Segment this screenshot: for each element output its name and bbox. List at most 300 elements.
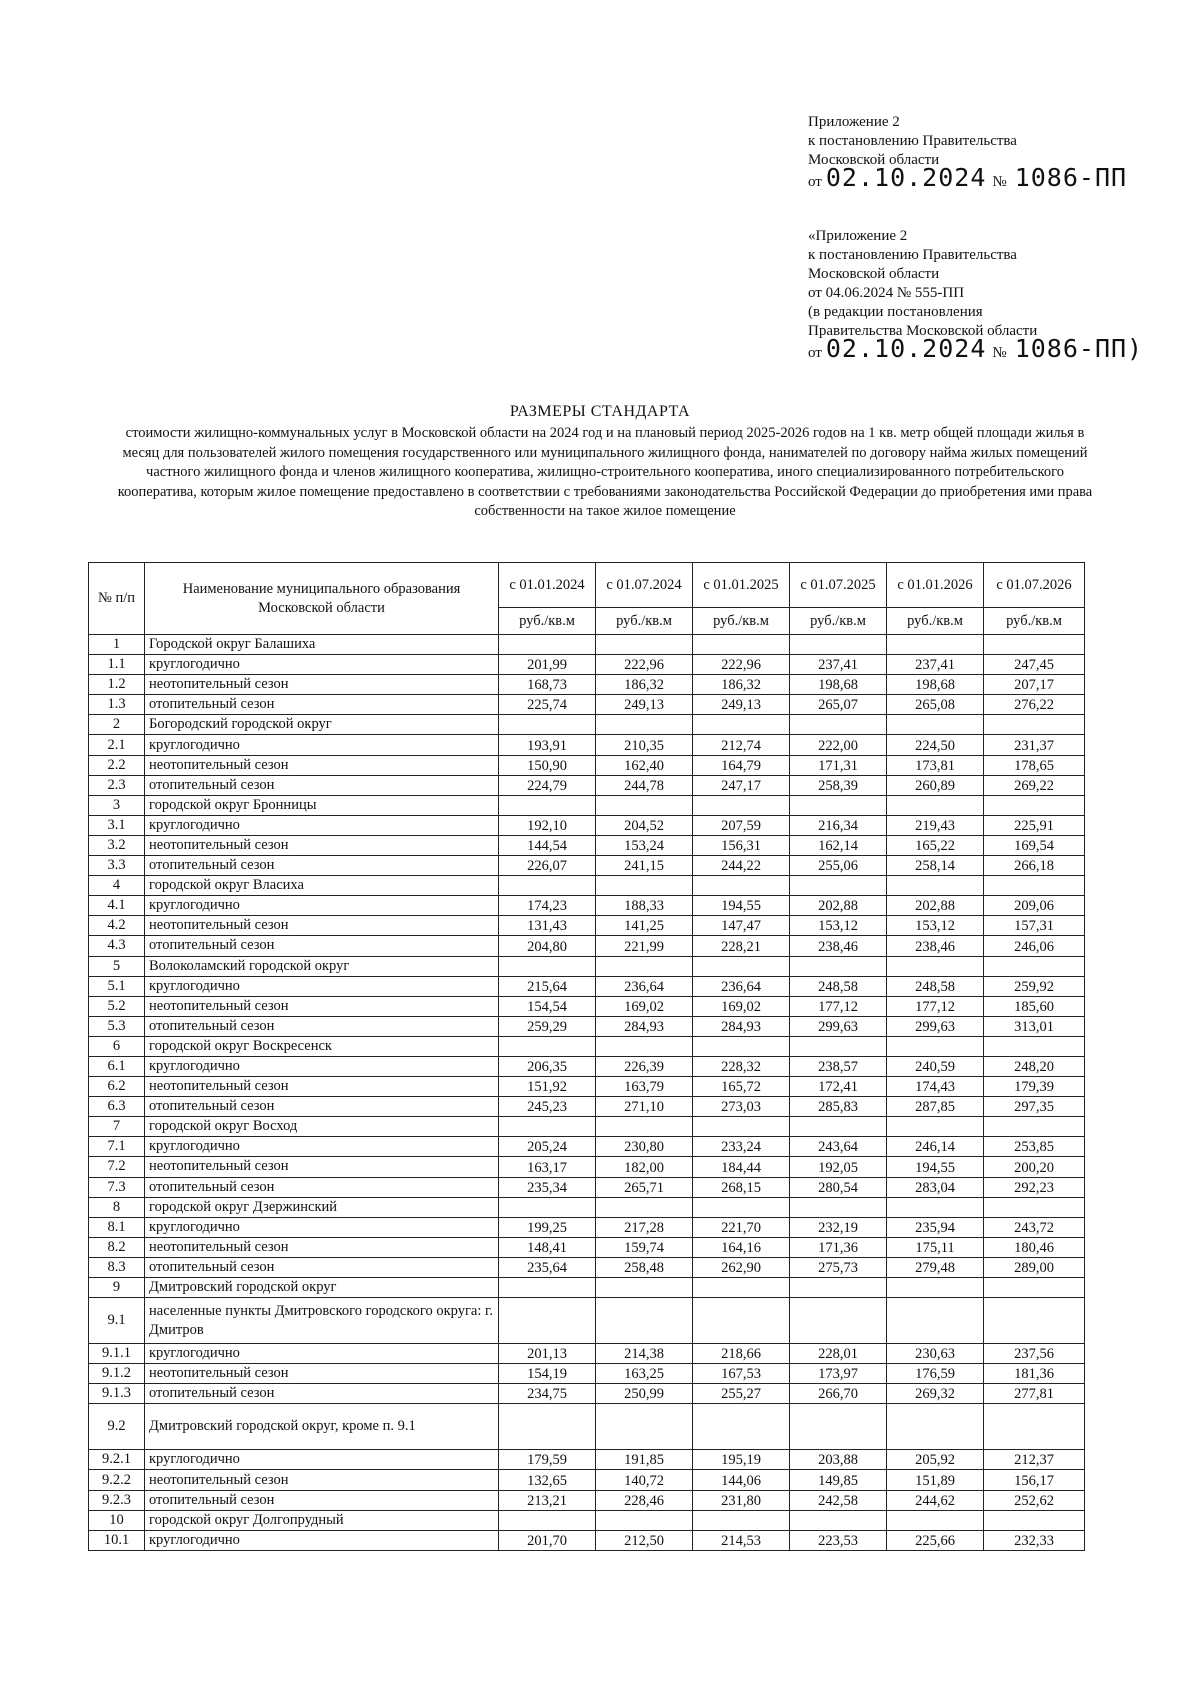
table-row bbox=[89, 996, 1085, 1016]
row-name: круглогодично bbox=[145, 1056, 499, 1076]
value-cell: 193,91 bbox=[499, 735, 596, 755]
value-cell: 228,01 bbox=[790, 1344, 887, 1364]
revision-date-stamp: 02.10.2024 bbox=[825, 334, 987, 363]
value-cell: 188,33 bbox=[596, 896, 693, 916]
table-row bbox=[89, 715, 1085, 735]
value-cell: 265,08 bbox=[887, 695, 984, 715]
value-cell bbox=[984, 1404, 1085, 1450]
value-cell: 228,32 bbox=[693, 1056, 790, 1076]
value-cell: 243,64 bbox=[790, 1137, 887, 1157]
value-cell bbox=[984, 715, 1085, 735]
row-number: 9.2.1 bbox=[89, 1450, 145, 1470]
row-name: отопительный сезон bbox=[145, 1490, 499, 1510]
row-number: 8.1 bbox=[89, 1217, 145, 1237]
value-cell: 144,06 bbox=[693, 1470, 790, 1490]
table-row bbox=[89, 1137, 1085, 1157]
value-cell: 268,15 bbox=[693, 1177, 790, 1197]
row-name: отопительный сезон bbox=[145, 1384, 499, 1404]
row-number: 2 bbox=[89, 715, 145, 735]
value-cell bbox=[693, 1278, 790, 1298]
value-cell: 169,54 bbox=[984, 835, 1085, 855]
value-cell: 194,55 bbox=[693, 896, 790, 916]
value-cell bbox=[693, 876, 790, 896]
value-cell bbox=[499, 1278, 596, 1298]
row-name: круглогодично bbox=[145, 896, 499, 916]
value-cell: 247,17 bbox=[693, 775, 790, 795]
table-row bbox=[89, 1257, 1085, 1277]
value-cell bbox=[984, 635, 1085, 655]
value-cell: 292,23 bbox=[984, 1177, 1085, 1197]
row-name: неотопительный сезон bbox=[145, 755, 499, 775]
value-cell bbox=[790, 1404, 887, 1450]
value-cell: 201,99 bbox=[499, 655, 596, 675]
value-cell bbox=[499, 1404, 596, 1450]
value-cell bbox=[596, 956, 693, 976]
value-cell: 150,90 bbox=[499, 755, 596, 775]
row-name: городской округ Власиха bbox=[145, 876, 499, 896]
value-cell: 236,64 bbox=[596, 976, 693, 996]
value-cell bbox=[887, 1298, 984, 1344]
row-name: городской округ Долгопрудный bbox=[145, 1510, 499, 1530]
revision-number-stamp: 1086-ПП) bbox=[1014, 334, 1144, 363]
row-number: 5.2 bbox=[89, 996, 145, 1016]
value-cell: 275,73 bbox=[790, 1257, 887, 1277]
row-name: городской округ Бронницы bbox=[145, 795, 499, 815]
value-cell: 313,01 bbox=[984, 1016, 1085, 1036]
value-cell bbox=[693, 1298, 790, 1344]
table-row bbox=[89, 1404, 1085, 1450]
value-cell bbox=[499, 715, 596, 735]
value-cell: 228,46 bbox=[596, 1490, 693, 1510]
document-subtitle: стоимости жилищно-коммунальных услуг в Московской области на 2024 год и на плановый период 2025-2026 годов на 1 кв. метр общей площади жилья в месяц для пользователей жилого помещения государственного или муниципального жилищного фонда, нанимателей по договору найма жилых помещений частного жилищного фонда и членов жилищного кооператива, жилищно-строительного кооператива, иного специализированного потребительского кооператива, которым жилое помещение предоставлено в соответствии с требованиями законодательства Российской Федерации до приобретения ими права собственности на такое жилое помещение bbox=[117, 425, 1093, 519]
value-cell: 222,00 bbox=[790, 735, 887, 755]
value-cell bbox=[790, 876, 887, 896]
table-row bbox=[89, 1364, 1085, 1384]
value-cell: 156,31 bbox=[693, 835, 790, 855]
table-row bbox=[89, 1177, 1085, 1197]
value-cell bbox=[499, 1197, 596, 1217]
value-cell bbox=[887, 635, 984, 655]
value-cell: 266,70 bbox=[790, 1384, 887, 1404]
value-cell: 259,29 bbox=[499, 1016, 596, 1036]
row-number: 1.3 bbox=[89, 695, 145, 715]
value-cell: 174,43 bbox=[887, 1077, 984, 1097]
value-cell: 164,16 bbox=[693, 1237, 790, 1257]
value-cell: 184,44 bbox=[693, 1157, 790, 1177]
row-number: 8 bbox=[89, 1197, 145, 1217]
value-cell: 221,70 bbox=[693, 1217, 790, 1237]
row-name: круглогодично bbox=[145, 655, 499, 675]
row-name: неотопительный сезон bbox=[145, 835, 499, 855]
value-cell: 209,06 bbox=[984, 896, 1085, 916]
table-row bbox=[89, 1056, 1085, 1076]
value-cell bbox=[887, 1510, 984, 1530]
value-cell: 219,43 bbox=[887, 815, 984, 835]
value-cell bbox=[596, 1117, 693, 1137]
table-row bbox=[89, 655, 1085, 675]
row-number: 6 bbox=[89, 1036, 145, 1056]
unit-label: руб./кв.м bbox=[693, 608, 790, 635]
row-name: Дмитровский городской округ, кроме п. 9.1 bbox=[145, 1404, 499, 1450]
row-name: Городской округ Балашиха bbox=[145, 635, 499, 655]
row-number: 4 bbox=[89, 876, 145, 896]
revision-line-5: (в редакции постановления bbox=[808, 304, 983, 320]
row-number: 2.2 bbox=[89, 755, 145, 775]
unit-label: руб./кв.м bbox=[790, 608, 887, 635]
value-cell: 148,41 bbox=[499, 1237, 596, 1257]
table-row bbox=[89, 675, 1085, 695]
value-cell: 151,92 bbox=[499, 1077, 596, 1097]
date-prefix: от bbox=[808, 174, 822, 190]
row-number: 6.2 bbox=[89, 1077, 145, 1097]
value-cell: 179,39 bbox=[984, 1077, 1085, 1097]
value-cell: 154,19 bbox=[499, 1364, 596, 1384]
value-cell bbox=[596, 1298, 693, 1344]
value-cell: 249,13 bbox=[693, 695, 790, 715]
table-row bbox=[89, 1450, 1085, 1470]
value-cell: 178,65 bbox=[984, 755, 1085, 775]
row-number: 3.1 bbox=[89, 815, 145, 835]
value-cell bbox=[693, 1036, 790, 1056]
value-cell: 248,58 bbox=[790, 976, 887, 996]
value-cell: 222,96 bbox=[596, 655, 693, 675]
row-name: населенные пункты Дмитровского городского округа: г. Дмитров bbox=[145, 1298, 499, 1344]
value-cell: 245,23 bbox=[499, 1097, 596, 1117]
value-cell: 299,63 bbox=[790, 1016, 887, 1036]
value-cell: 276,22 bbox=[984, 695, 1085, 715]
row-number: 10.1 bbox=[89, 1530, 145, 1550]
value-cell: 179,59 bbox=[499, 1450, 596, 1470]
value-cell: 164,79 bbox=[693, 755, 790, 775]
value-cell bbox=[596, 1036, 693, 1056]
value-cell: 202,88 bbox=[790, 896, 887, 916]
value-cell: 192,05 bbox=[790, 1157, 887, 1177]
table-row bbox=[89, 1384, 1085, 1404]
row-name: неотопительный сезон bbox=[145, 996, 499, 1016]
value-cell: 205,92 bbox=[887, 1450, 984, 1470]
row-number: 8.2 bbox=[89, 1237, 145, 1257]
value-cell: 260,89 bbox=[887, 775, 984, 795]
value-cell bbox=[693, 795, 790, 815]
row-number: 6.1 bbox=[89, 1056, 145, 1076]
col-header-period: с 01.07.2025 bbox=[790, 563, 887, 608]
value-cell: 174,23 bbox=[499, 896, 596, 916]
value-cell: 149,85 bbox=[790, 1470, 887, 1490]
table-row bbox=[89, 1016, 1085, 1036]
value-cell: 171,36 bbox=[790, 1237, 887, 1257]
revision-line-6: Правительства Московской области bbox=[808, 323, 1038, 339]
value-cell: 231,80 bbox=[693, 1490, 790, 1510]
value-cell: 247,45 bbox=[984, 655, 1085, 675]
value-cell bbox=[984, 1197, 1085, 1217]
value-cell: 168,73 bbox=[499, 675, 596, 695]
value-cell: 271,10 bbox=[596, 1097, 693, 1117]
value-cell: 269,32 bbox=[887, 1384, 984, 1404]
value-cell: 195,19 bbox=[693, 1450, 790, 1470]
row-number: 5.3 bbox=[89, 1016, 145, 1036]
value-cell: 232,33 bbox=[984, 1530, 1085, 1550]
table-row bbox=[89, 976, 1085, 996]
value-cell: 182,00 bbox=[596, 1157, 693, 1177]
table-row bbox=[89, 1344, 1085, 1364]
table-row bbox=[89, 1217, 1085, 1237]
value-cell bbox=[596, 715, 693, 735]
value-cell bbox=[887, 1278, 984, 1298]
value-cell: 235,34 bbox=[499, 1177, 596, 1197]
value-cell: 212,50 bbox=[596, 1530, 693, 1550]
value-cell bbox=[790, 635, 887, 655]
value-cell: 248,58 bbox=[887, 976, 984, 996]
value-cell: 289,00 bbox=[984, 1257, 1085, 1277]
value-cell: 258,39 bbox=[790, 775, 887, 795]
revision-line-4: от 04.06.2024 № 555-ПП bbox=[808, 285, 965, 301]
row-number: 9.1.2 bbox=[89, 1364, 145, 1384]
value-cell: 132,65 bbox=[499, 1470, 596, 1490]
value-cell: 212,74 bbox=[693, 735, 790, 755]
col-header-period: с 01.07.2024 bbox=[596, 563, 693, 608]
row-name: круглогодично bbox=[145, 815, 499, 835]
value-cell bbox=[596, 876, 693, 896]
table-row bbox=[89, 896, 1085, 916]
value-cell: 141,25 bbox=[596, 916, 693, 936]
row-name: отопительный сезон bbox=[145, 936, 499, 956]
number-sign: № bbox=[992, 174, 1007, 190]
value-cell bbox=[984, 1117, 1085, 1137]
row-name: неотопительный сезон bbox=[145, 916, 499, 936]
value-cell: 240,59 bbox=[887, 1056, 984, 1076]
value-cell: 204,52 bbox=[596, 815, 693, 835]
row-name: городской округ Восход bbox=[145, 1117, 499, 1137]
value-cell bbox=[693, 1510, 790, 1530]
value-cell: 153,12 bbox=[790, 916, 887, 936]
value-cell bbox=[790, 1036, 887, 1056]
row-name: неотопительный сезон bbox=[145, 1157, 499, 1177]
value-cell: 253,85 bbox=[984, 1137, 1085, 1157]
value-cell: 210,35 bbox=[596, 735, 693, 755]
value-cell: 218,66 bbox=[693, 1344, 790, 1364]
row-number: 5.1 bbox=[89, 976, 145, 996]
value-cell: 258,48 bbox=[596, 1257, 693, 1277]
row-number: 2.3 bbox=[89, 775, 145, 795]
value-cell bbox=[693, 1404, 790, 1450]
value-cell: 165,22 bbox=[887, 835, 984, 855]
value-cell bbox=[596, 795, 693, 815]
value-cell bbox=[499, 795, 596, 815]
value-cell: 249,13 bbox=[596, 695, 693, 715]
table-row bbox=[89, 1117, 1085, 1137]
table-row bbox=[89, 735, 1085, 755]
row-number: 6.3 bbox=[89, 1097, 145, 1117]
row-number: 9.1.3 bbox=[89, 1384, 145, 1404]
value-cell: 147,47 bbox=[693, 916, 790, 936]
unit-label: руб./кв.м bbox=[984, 608, 1085, 635]
row-number: 8.3 bbox=[89, 1257, 145, 1277]
value-cell bbox=[887, 956, 984, 976]
unit-label: руб./кв.м bbox=[887, 608, 984, 635]
value-cell: 237,56 bbox=[984, 1344, 1085, 1364]
value-cell: 226,07 bbox=[499, 856, 596, 876]
row-name: круглогодично bbox=[145, 1450, 499, 1470]
row-name: круглогодично bbox=[145, 976, 499, 996]
value-cell bbox=[887, 795, 984, 815]
value-cell: 216,34 bbox=[790, 815, 887, 835]
row-number: 7.1 bbox=[89, 1137, 145, 1157]
value-cell: 157,31 bbox=[984, 916, 1085, 936]
value-cell: 201,70 bbox=[499, 1530, 596, 1550]
revision-line-3: Московской области bbox=[808, 266, 940, 282]
table-row bbox=[89, 1077, 1085, 1097]
value-cell: 246,06 bbox=[984, 936, 1085, 956]
value-cell: 228,21 bbox=[693, 936, 790, 956]
row-name: неотопительный сезон bbox=[145, 1237, 499, 1257]
table-row bbox=[89, 1470, 1085, 1490]
row-name: круглогодично bbox=[145, 1137, 499, 1157]
value-cell bbox=[596, 1197, 693, 1217]
value-cell: 280,54 bbox=[790, 1177, 887, 1197]
value-cell: 214,38 bbox=[596, 1344, 693, 1364]
table-row bbox=[89, 1036, 1085, 1056]
row-name: круглогодично bbox=[145, 1530, 499, 1550]
value-cell: 212,37 bbox=[984, 1450, 1085, 1470]
value-cell: 259,92 bbox=[984, 976, 1085, 996]
value-cell: 277,81 bbox=[984, 1384, 1085, 1404]
value-cell: 200,20 bbox=[984, 1157, 1085, 1177]
value-cell bbox=[887, 715, 984, 735]
value-cell: 214,53 bbox=[693, 1530, 790, 1550]
col-header-period: с 01.01.2026 bbox=[887, 563, 984, 608]
value-cell: 265,07 bbox=[790, 695, 887, 715]
value-cell: 255,06 bbox=[790, 856, 887, 876]
table-body bbox=[89, 635, 1085, 1551]
row-name: неотопительный сезон bbox=[145, 675, 499, 695]
row-name: отопительный сезон bbox=[145, 695, 499, 715]
revision-line-1: «Приложение 2 bbox=[808, 228, 908, 244]
value-cell: 236,64 bbox=[693, 976, 790, 996]
value-cell: 169,02 bbox=[693, 996, 790, 1016]
value-cell bbox=[984, 1298, 1085, 1344]
value-cell: 225,66 bbox=[887, 1530, 984, 1550]
table-row bbox=[89, 815, 1085, 835]
value-cell: 165,72 bbox=[693, 1077, 790, 1097]
value-cell: 173,81 bbox=[887, 755, 984, 775]
value-cell: 140,72 bbox=[596, 1470, 693, 1490]
value-cell: 224,79 bbox=[499, 775, 596, 795]
row-number: 10 bbox=[89, 1510, 145, 1530]
value-cell: 262,90 bbox=[693, 1257, 790, 1277]
value-cell bbox=[499, 1036, 596, 1056]
value-cell: 131,43 bbox=[499, 916, 596, 936]
annex-line-2: к постановлению Правительства bbox=[808, 133, 1017, 149]
table-row bbox=[89, 635, 1085, 655]
value-cell: 297,35 bbox=[984, 1097, 1085, 1117]
value-cell: 246,14 bbox=[887, 1137, 984, 1157]
standards-table bbox=[88, 562, 1085, 1551]
row-number: 1.1 bbox=[89, 655, 145, 675]
col-header-period: с 01.01.2024 bbox=[499, 563, 596, 608]
value-cell: 273,03 bbox=[693, 1097, 790, 1117]
value-cell: 241,15 bbox=[596, 856, 693, 876]
value-cell: 265,71 bbox=[596, 1177, 693, 1197]
value-cell: 169,02 bbox=[596, 996, 693, 1016]
value-cell bbox=[984, 795, 1085, 815]
row-name: неотопительный сезон bbox=[145, 1364, 499, 1384]
revision-date-line bbox=[808, 334, 1168, 363]
value-cell bbox=[984, 1278, 1085, 1298]
value-cell: 225,91 bbox=[984, 815, 1085, 835]
row-name: Волоколамский городской округ bbox=[145, 956, 499, 976]
value-cell bbox=[596, 1510, 693, 1530]
value-cell: 181,36 bbox=[984, 1364, 1085, 1384]
row-number: 9.2.2 bbox=[89, 1470, 145, 1490]
row-name: отопительный сезон bbox=[145, 1257, 499, 1277]
value-cell: 279,48 bbox=[887, 1257, 984, 1277]
value-cell: 299,63 bbox=[887, 1016, 984, 1036]
value-cell: 244,22 bbox=[693, 856, 790, 876]
value-cell: 230,80 bbox=[596, 1137, 693, 1157]
table-row bbox=[89, 936, 1085, 956]
value-cell: 176,59 bbox=[887, 1364, 984, 1384]
value-cell bbox=[887, 1404, 984, 1450]
revision-number-sign: № bbox=[992, 345, 1007, 361]
value-cell: 202,88 bbox=[887, 896, 984, 916]
col-header-period: с 01.01.2025 bbox=[693, 563, 790, 608]
value-cell: 151,89 bbox=[887, 1470, 984, 1490]
value-cell bbox=[499, 876, 596, 896]
value-cell bbox=[596, 635, 693, 655]
table-row bbox=[89, 916, 1085, 936]
table-row bbox=[89, 755, 1085, 775]
table-row bbox=[89, 1490, 1085, 1510]
table-row bbox=[89, 1197, 1085, 1217]
value-cell bbox=[887, 876, 984, 896]
value-cell: 238,46 bbox=[887, 936, 984, 956]
value-cell: 153,12 bbox=[887, 916, 984, 936]
value-cell bbox=[596, 1404, 693, 1450]
value-cell: 172,41 bbox=[790, 1077, 887, 1097]
col-header-period: с 01.07.2026 bbox=[984, 563, 1085, 608]
value-cell: 180,46 bbox=[984, 1237, 1085, 1257]
row-name: отопительный сезон bbox=[145, 1177, 499, 1197]
value-cell: 238,57 bbox=[790, 1056, 887, 1076]
value-cell: 235,64 bbox=[499, 1257, 596, 1277]
revision-date-prefix: от bbox=[808, 345, 822, 361]
value-cell bbox=[790, 1510, 887, 1530]
table-row bbox=[89, 1278, 1085, 1298]
value-cell: 284,93 bbox=[596, 1016, 693, 1036]
annex-line-3: Московской области bbox=[808, 152, 940, 168]
row-number: 4.3 bbox=[89, 936, 145, 956]
value-cell bbox=[887, 1117, 984, 1137]
row-name: отопительный сезон bbox=[145, 775, 499, 795]
table-row bbox=[89, 1530, 1085, 1550]
row-number: 7.2 bbox=[89, 1157, 145, 1177]
value-cell: 255,27 bbox=[693, 1384, 790, 1404]
col-header-name: Наименование муниципального образования Московской области bbox=[145, 563, 499, 635]
row-name: Дмитровский городской округ bbox=[145, 1278, 499, 1298]
table-row bbox=[89, 835, 1085, 855]
row-name: неотопительный сезон bbox=[145, 1077, 499, 1097]
document-title: РАЗМЕРЫ СТАНДАРТА bbox=[509, 403, 691, 420]
value-cell bbox=[790, 1197, 887, 1217]
annex-date-line bbox=[808, 163, 1168, 192]
value-cell: 287,85 bbox=[887, 1097, 984, 1117]
table-row bbox=[89, 1237, 1085, 1257]
value-cell: 163,79 bbox=[596, 1077, 693, 1097]
value-cell: 221,99 bbox=[596, 936, 693, 956]
row-name: круглогодично bbox=[145, 1217, 499, 1237]
value-cell bbox=[790, 1117, 887, 1137]
annex-header-revision bbox=[808, 227, 1168, 363]
